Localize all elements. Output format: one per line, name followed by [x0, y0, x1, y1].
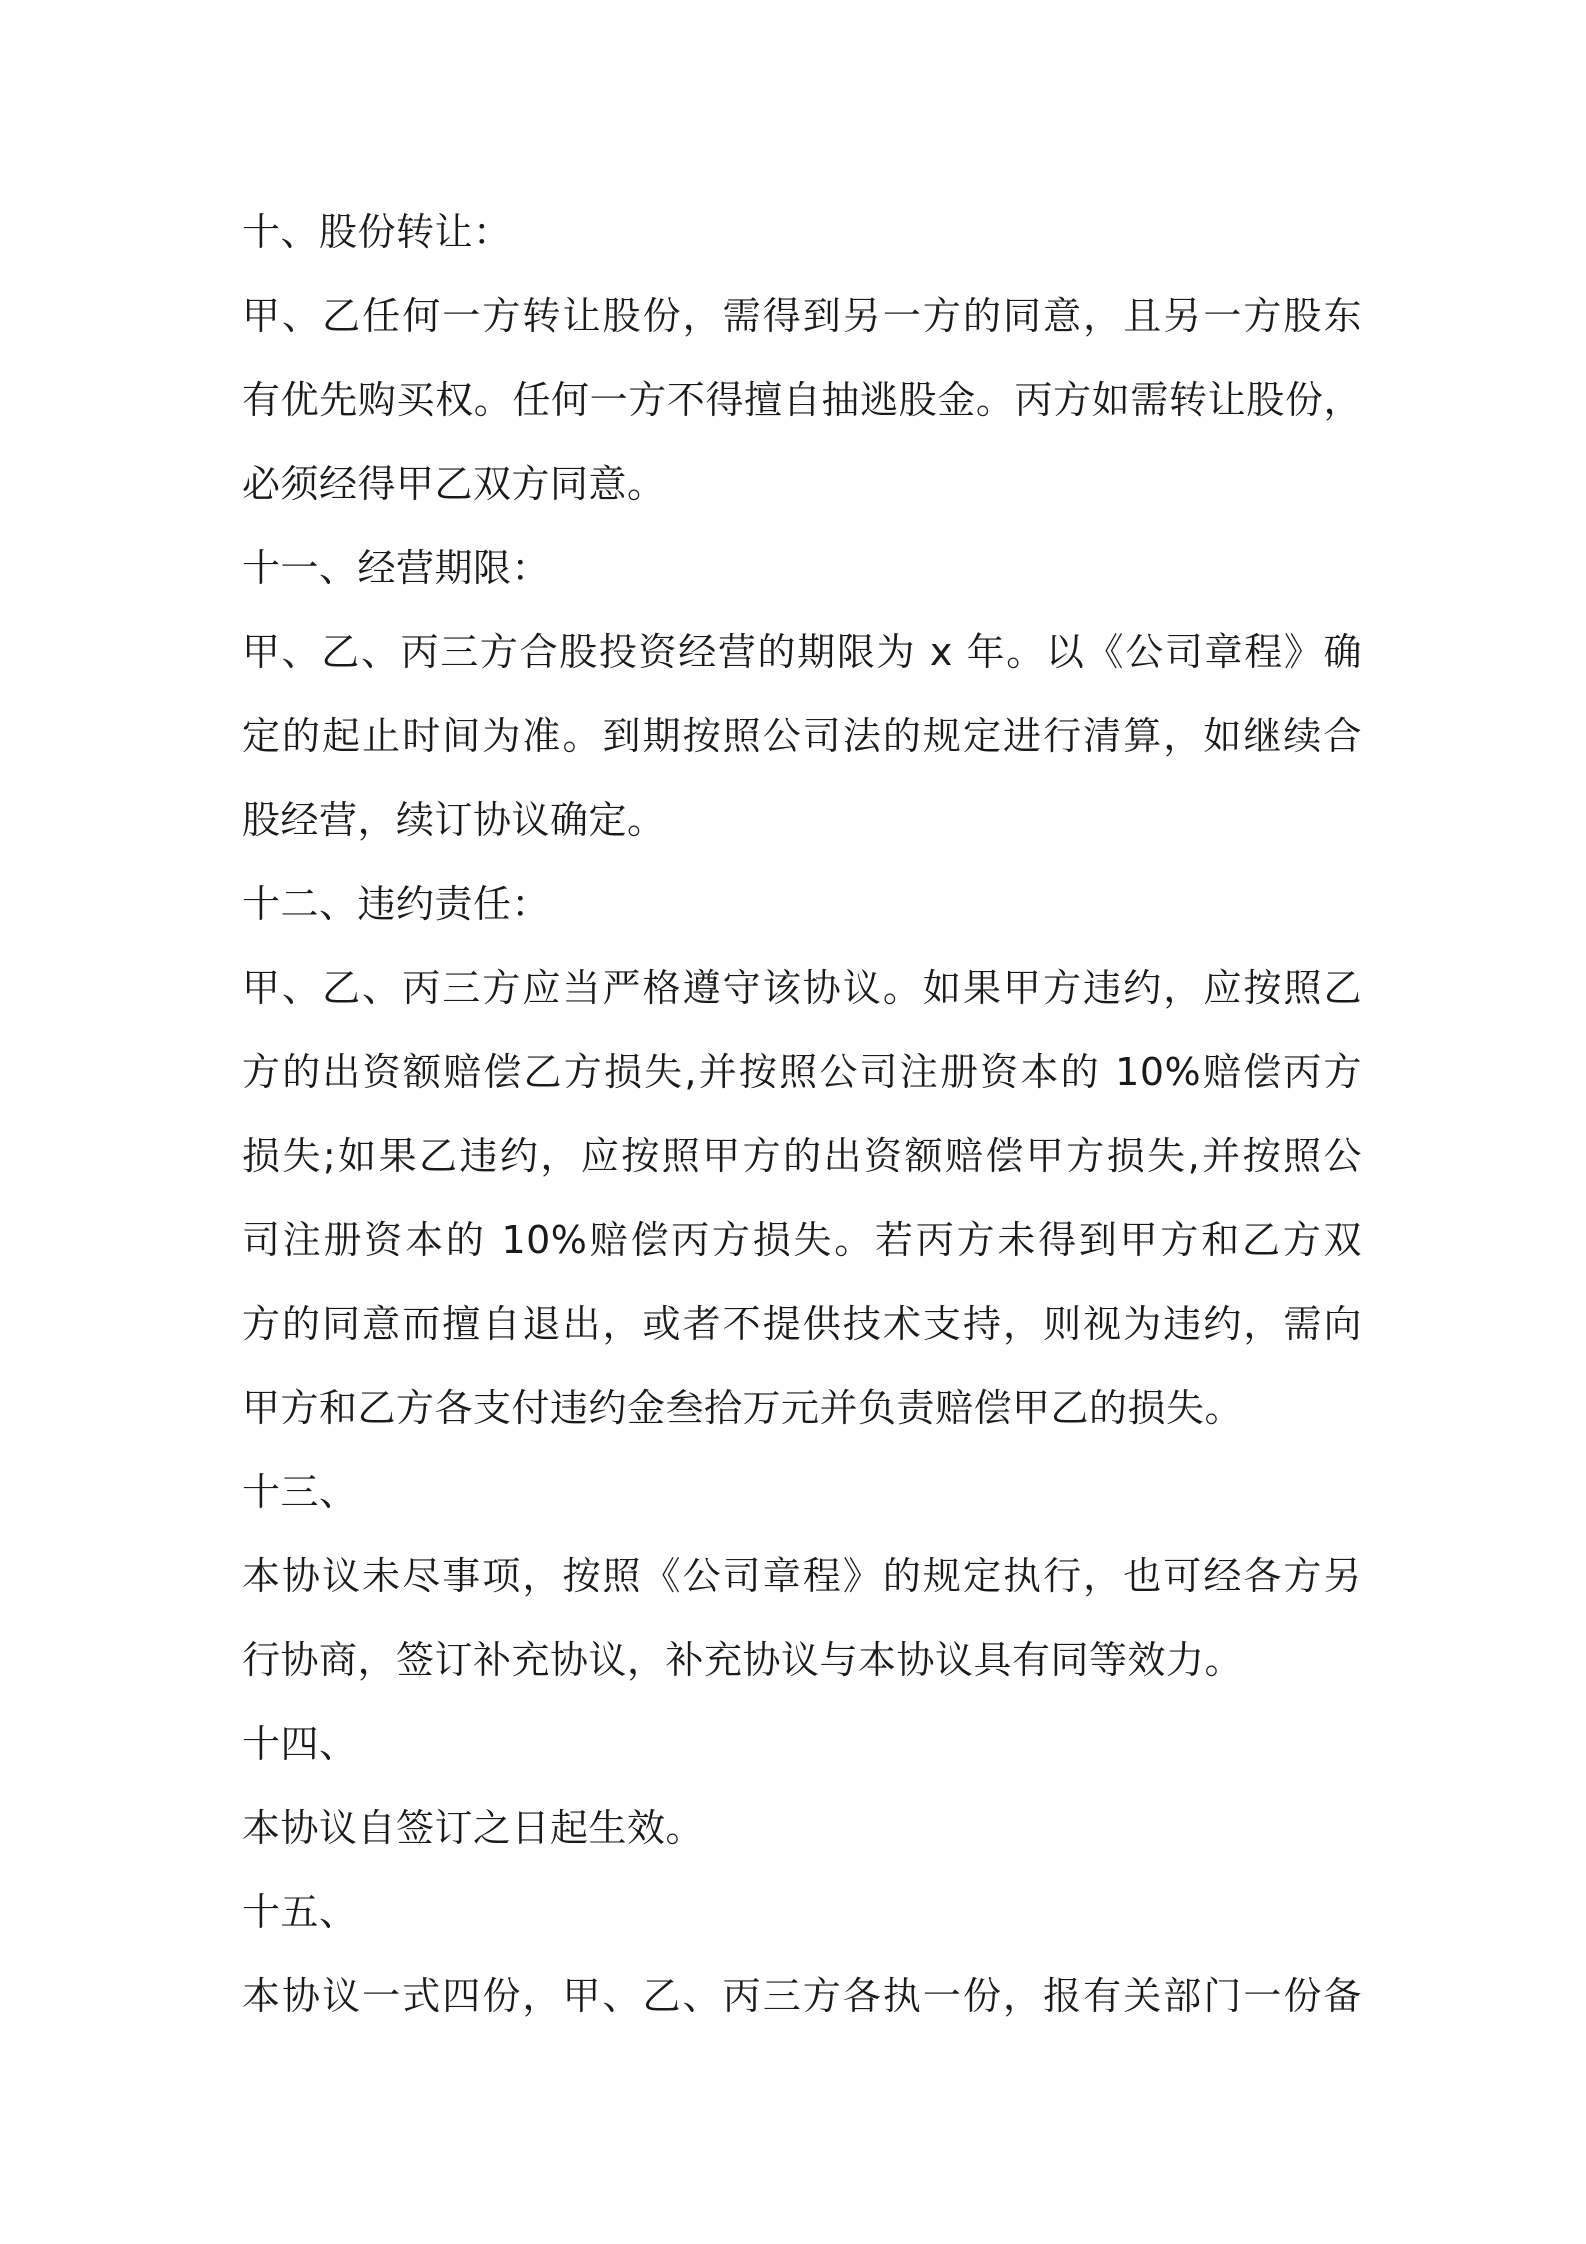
document-page	[242, 190, 1362, 2038]
paragraph-line: 定的起止时间为准。到期按照公司法的规定进行清算，如继续合	[242, 714, 1362, 758]
section-heading-13: 十三、	[242, 1470, 358, 1514]
paragraph-line: 本协议一式四份，甲、乙、丙三方各执一份，报有关部门一份备	[242, 1974, 1362, 2018]
paragraph-line: 损失;如果乙违约，应按照甲方的出资额赔偿甲方损失,并按照公	[242, 1134, 1362, 1178]
paragraph-line: 有优先购买权。任何一方不得擅自抽逃股金。丙方如需转让股份，	[242, 378, 1362, 422]
section-heading-15: 十五、	[242, 1890, 358, 1934]
paragraph-line: 行协商，签订补充协议，补充协议与本协议具有同等效力。	[242, 1638, 1244, 1682]
paragraph-line: 甲、乙、丙三方合股投资经营的期限为 x 年。以《公司章程》确	[242, 630, 1362, 674]
section-heading-12: 十二、违约责任：	[242, 882, 551, 926]
paragraph-line: 本协议自签订之日起生效。	[242, 1806, 705, 1850]
paragraph-line: 方的出资额赔偿乙方损失,并按照公司注册资本的 10%赔偿丙方	[242, 1050, 1362, 1094]
paragraph-line: 甲、乙、丙三方应当严格遵守该协议。如果甲方违约，应按照乙	[242, 966, 1362, 1010]
section-heading-10: 十、股份转让：	[242, 210, 512, 254]
paragraph-line: 方的同意而擅自退出，或者不提供技术支持，则视为违约，需向	[242, 1302, 1362, 1346]
paragraph-line: 司注册资本的 10%赔偿丙方损失。若丙方未得到甲方和乙方双	[242, 1218, 1362, 1262]
section-heading-14: 十四、	[242, 1722, 358, 1766]
paragraph-line: 本协议未尽事项，按照《公司章程》的规定执行，也可经各方另	[242, 1554, 1362, 1598]
paragraph-line: 股经营，续订协议确定。	[242, 798, 666, 842]
paragraph-line: 甲方和乙方各支付违约金叁拾万元并负责赔偿甲乙的损失。	[242, 1386, 1244, 1430]
paragraph-line: 甲、乙任何一方转让股份，需得到另一方的同意，且另一方股东	[242, 294, 1362, 338]
paragraph-line: 必须经得甲乙双方同意。	[242, 462, 666, 506]
section-heading-11: 十一、经营期限：	[242, 546, 551, 590]
